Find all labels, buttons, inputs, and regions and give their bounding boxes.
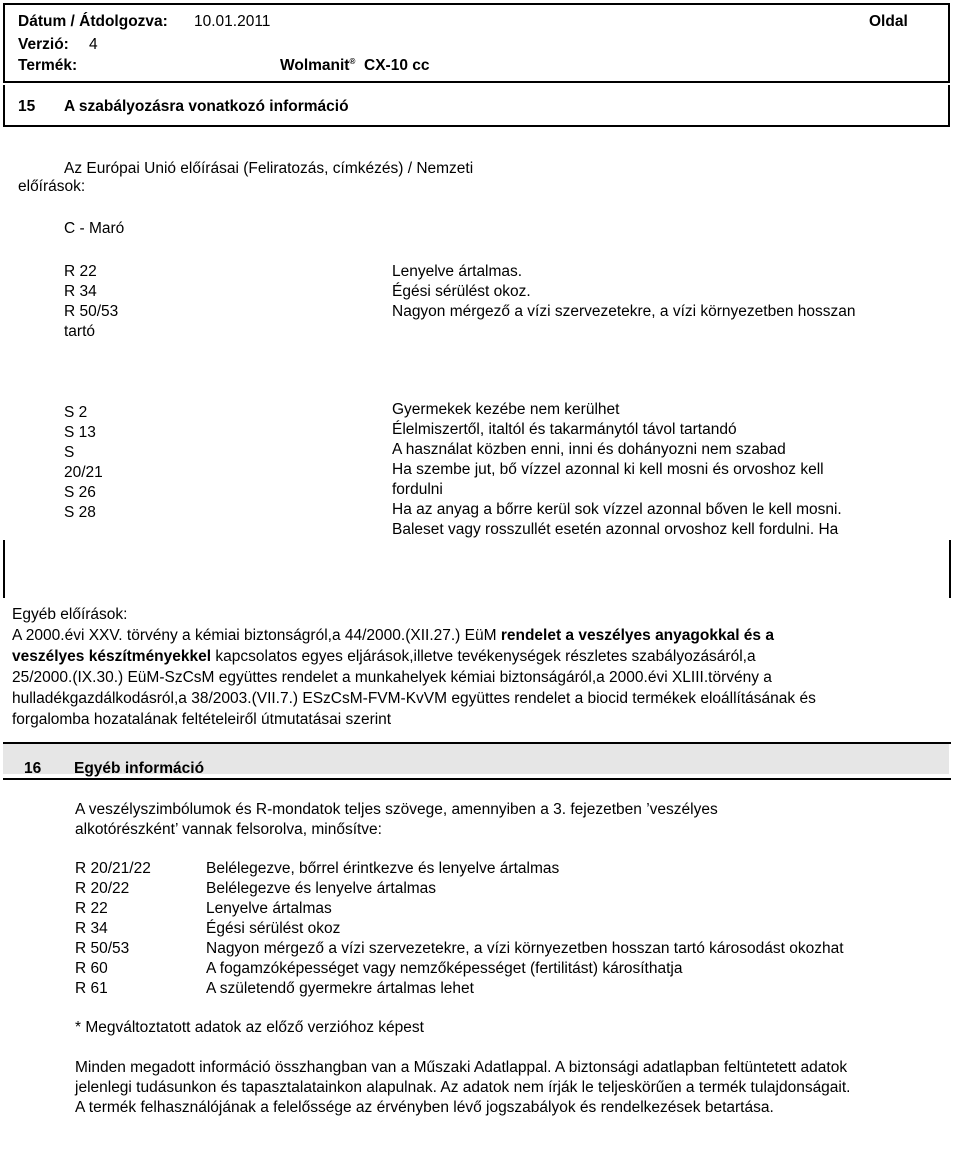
final-line: A termék felhasználójának a felelőssége az érvényben lévő jogszabályok és rendelkezések betartása. xyxy=(75,1099,774,1116)
s16-r-code: R 22 xyxy=(75,900,108,917)
s-code: 20/21 xyxy=(64,464,103,481)
frame-left-line xyxy=(3,540,5,598)
product-mark: ® xyxy=(349,57,356,66)
other-text-bold2: veszélyes készítményekkel xyxy=(12,648,212,665)
s16-r-text: Belélegezve és lenyelve ártalmas xyxy=(206,880,437,897)
s16-r-text: Belélegezve, bőrrel érintkezve és lenyelve ártalmas xyxy=(206,860,560,877)
s-texts-list xyxy=(392,400,952,538)
frame-right-line xyxy=(949,540,951,598)
section16-title: Egyéb információ xyxy=(74,760,205,777)
date-value: 10.01.2011 xyxy=(194,13,271,30)
final-line: Minden megadott információ összhangban van a Műszaki Adatlappal. A biztonsági adatlapban feltüntetett adatok xyxy=(75,1059,848,1076)
s-text: Gyermekek kezébe nem kerülhet xyxy=(392,401,620,418)
s-code: S 26 xyxy=(64,484,96,501)
s16-intro-line2: alkotórészként’ vannak felsorolva, minősítve: xyxy=(75,821,382,838)
s-text: A használat közben enni, inni és dohányozni nem szabad xyxy=(392,441,786,458)
section16-bottom-line xyxy=(3,778,951,780)
other-line-4: hulladékgazdálkodásról,a 38/2003.(VII.7.) ESzCsM-FVM-KvVM együttes rendelet a biocid termékek eloállításának és xyxy=(12,690,816,707)
other-text-a: A 2000.évi XXV. törvény a kémiai biztonságról,a 44/2000.(XII.27.) EüM xyxy=(12,627,501,644)
s-text: Ha az anyag a bőrre kerül sok vízzel azonnal bőven le kell mosni. xyxy=(392,501,842,518)
section15-title: A szabályozásra vonatkozó információ xyxy=(64,98,349,115)
s16-r-code: R 61 xyxy=(75,980,108,997)
eu-heading-line2: előírások: xyxy=(18,178,86,195)
product-name: Wolmanit xyxy=(280,57,350,75)
s-text: Ha szembe jut, bő vízzel azonnal ki kell mosni és orvoshoz kell xyxy=(392,461,824,478)
other-text-b: kapcsolatos egyes eljárások,illetve tevékenységek részletes szabályozásáról,a xyxy=(211,648,756,665)
s-codes-list xyxy=(64,403,103,523)
s16-r-text: Égési sérülést okoz xyxy=(206,920,341,937)
s16-r-code: R 20/21/22 xyxy=(75,860,151,877)
s-text: fordulni xyxy=(392,481,443,498)
version-label: Verzió: xyxy=(18,36,69,53)
date-label: Dátum / Átdolgozva: xyxy=(18,13,168,30)
s-text: Baleset vagy rosszullét esetén azonnal orvoshoz kell fordulni. Ha xyxy=(392,521,839,538)
r-code: tartó xyxy=(64,323,96,340)
s-code: S 28 xyxy=(64,504,96,521)
version-value: 4 xyxy=(89,36,98,53)
r-code: R 22 xyxy=(64,263,97,280)
eu-heading-line1: Az Európai Unió előírásai (Feliratozás, címkézés) / Nemzeti xyxy=(64,160,474,177)
s16-r-codes xyxy=(75,859,151,999)
s16-r-code: R 50/53 xyxy=(75,940,130,957)
s-text: Élelmiszertől, italtól és takarmánytól távol tartandó xyxy=(392,421,737,438)
other-text-bold1: rendelet a veszélyes anyagokkal és a xyxy=(500,627,774,644)
s16-r-texts xyxy=(206,859,844,999)
product-code: CX-10 cc xyxy=(364,57,430,75)
r-code: R 50/53 xyxy=(64,303,119,320)
s-code: S 13 xyxy=(64,424,96,441)
final-paragraph xyxy=(75,1058,850,1118)
r-code: R 34 xyxy=(64,283,97,300)
other-line-5: forgalomba hozatalának feltételeiről útmutatásai szerint xyxy=(12,711,392,728)
changed-note: * Megváltoztatott adatok az előző verzióhoz képest xyxy=(75,1019,424,1036)
r-codes-list xyxy=(64,262,118,342)
s16-r-code: R 20/22 xyxy=(75,880,130,897)
page-label: Oldal xyxy=(869,13,908,30)
section16-number: 16 xyxy=(24,760,42,777)
product-title xyxy=(280,57,429,75)
section15-number: 15 xyxy=(18,98,36,115)
r-text: Nagyon mérgező a vízi szervezetekre, a vízi környezetben hosszan xyxy=(392,303,856,320)
s16-r-code: R 60 xyxy=(75,960,108,977)
hazard-symbol: C - Maró xyxy=(64,220,125,237)
s-code: S xyxy=(64,444,75,461)
s16-r-text: Lenyelve ártalmas xyxy=(206,900,332,917)
s16-r-code: R 34 xyxy=(75,920,108,937)
s16-r-text: A fogamzóképességet vagy nemzőképességet (fertilitást) károsíthatja xyxy=(206,960,683,977)
s16-intro-line1: A veszélyszimbólumok és R-mondatok teljes szövege, amennyiben a 3. fejezetben ’veszélyes xyxy=(75,801,718,818)
s16-r-text: A születendő gyermekre ártalmas lehet xyxy=(206,980,474,997)
other-line-2 xyxy=(12,648,756,666)
r-text: Égési sérülést okoz. xyxy=(392,283,531,300)
r-texts-list xyxy=(392,262,856,322)
final-line: jelenlegi tudásunkon és tapasztalatainkon alapulnak. Az adatok nem írják le teljeskörűen a termék tulajdonságait. xyxy=(75,1079,851,1096)
s16-r-text: Nagyon mérgező a vízi szervezetekre, a vízi környezetben hosszan tartó károsodást okozhat xyxy=(206,940,844,957)
other-heading: Egyéb előírások: xyxy=(12,606,128,623)
other-line-1 xyxy=(12,627,774,645)
other-line-3: 25/2000.(IX.30.) EüM-SzCsM együttes rendelet a munkahelyek kémiai biztonságáról,a 2000.évi XLIII.törvény a xyxy=(12,669,772,686)
r-text: Lenyelve ártalmas. xyxy=(392,263,523,280)
s-code: S 2 xyxy=(64,404,88,421)
product-label: Termék: xyxy=(18,57,78,74)
